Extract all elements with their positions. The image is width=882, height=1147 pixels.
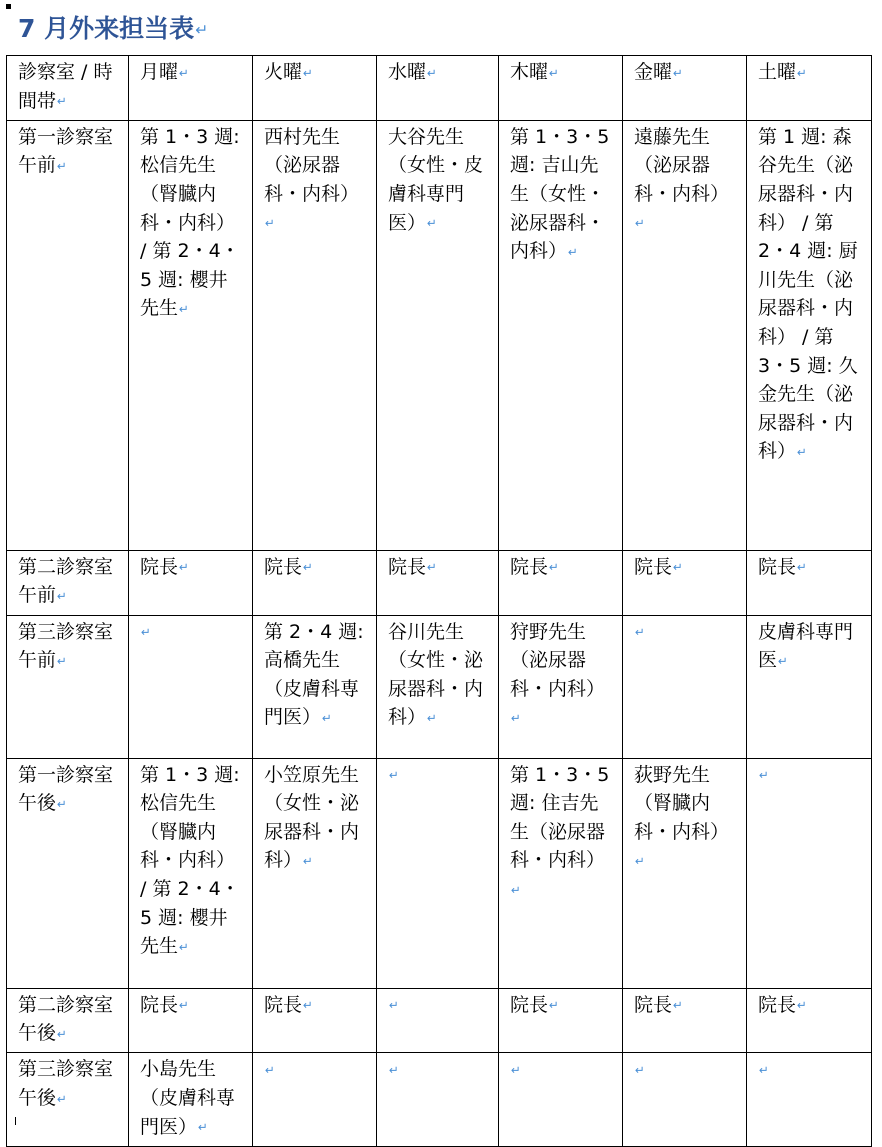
paragraph-mark-icon: ↵ [198,1120,208,1135]
paragraph-mark-icon: ↵ [635,853,645,868]
paragraph-mark-icon: ↵ [673,65,683,80]
paragraph-mark-icon: ↵ [195,21,209,40]
table-cell [747,758,872,988]
paragraph-mark-icon: ↵ [179,939,189,954]
table-cell: 小島先生（皮膚科専門医）↵ [129,1053,253,1146]
table-cell [377,988,499,1053]
header-cell: 金曜↵ [623,56,747,121]
paragraph-mark-icon: ↵ [389,1062,399,1077]
table-cell: 院長↵ [499,550,623,615]
paragraph-mark-icon: ↵ [179,65,189,80]
table-cell: 遠藤先生（泌尿器科・内科）↵ [623,120,747,550]
table-cell: 皮膚科専門医↵ [747,615,872,758]
table-cell: 院長↵ [253,988,377,1053]
outpatient-schedule-table [6,55,872,1147]
paragraph-mark-icon: ↵ [797,444,807,459]
table-cell [377,758,499,988]
paragraph-mark-icon: ↵ [389,998,399,1013]
table-header-row [7,56,872,121]
table-cell: 荻野先生（腎臓内科・内科）↵ [623,758,747,988]
table-cell: 院長↵ [499,988,623,1053]
table-cell: 院長↵ [747,550,872,615]
table-cell [747,1053,872,1146]
table-cell: 第一診察室 午前↵ [7,120,129,550]
paragraph-mark-icon: ↵ [389,768,399,783]
paragraph-mark-icon: ↵ [57,158,67,173]
paragraph-mark-icon: ↵ [635,625,645,640]
paragraph-mark-icon: ↵ [179,998,189,1013]
paragraph-mark-icon: ↵ [265,1062,275,1077]
paragraph-mark-icon: ↵ [141,625,151,640]
table-cell: 西村先生（泌尿器科・内科）↵ [253,120,377,550]
table-cell: 小笠原先生（女性・泌尿器科・内科）↵ [253,758,377,988]
paragraph-mark-icon: ↵ [57,653,67,668]
table-cell: 第三診察室 午後↵ [7,1053,129,1146]
paragraph-mark-icon: ↵ [303,560,313,575]
paragraph-mark-icon: ↵ [635,1062,645,1077]
paragraph-mark-icon: ↵ [427,710,437,725]
table-cell: 第一診察室 午後↵ [7,758,129,988]
table-cell [623,615,747,758]
table-cell: 院長↵ [253,550,377,615]
table-cell: 第二診察室 午前↵ [7,550,129,615]
text-cursor-mark [15,1117,16,1125]
header-cell: 水曜↵ [377,56,499,121]
paragraph-mark-icon: ↵ [265,216,275,231]
table-cell: 院長↵ [377,550,499,615]
paragraph-mark-icon: ↵ [511,1062,521,1077]
paragraph-mark-icon: ↵ [303,853,313,868]
paragraph-mark-icon: ↵ [797,998,807,1013]
paragraph-mark-icon: ↵ [759,768,769,783]
paragraph-mark-icon: ↵ [57,1091,67,1106]
paragraph-mark-icon: ↵ [568,244,578,259]
table-cell: 第 1 週: 森谷先生（泌尿器科・内科） / 第 2・4 週: 厨川先生（泌尿器科・内科） / 第 3・5 週: 久金先生（泌尿器科・内科）↵ [747,120,872,550]
table-cell: 第 1・3 週: 松信先生（腎臓内科・内科） / 第 2・4・5 週: 櫻井先生↵ [129,120,253,550]
table-cell [377,1053,499,1146]
header-cell: 火曜↵ [253,56,377,121]
table-cell: 院長↵ [129,550,253,615]
table-cell: 狩野先生（泌尿器科・内科）↵ [499,615,623,758]
paragraph-mark-icon: ↵ [179,301,189,316]
paragraph-mark-icon: ↵ [549,65,559,80]
table-cell: 院長↵ [623,550,747,615]
table-cell: 第三診察室 午前↵ [7,615,129,758]
paragraph-mark-icon: ↵ [549,998,559,1013]
paragraph-mark-icon: ↵ [778,653,788,668]
table-row [7,758,872,988]
table-cell: 谷川先生（女性・泌尿器科・内科）↵ [377,615,499,758]
paragraph-mark-icon: ↵ [673,560,683,575]
table-row [7,120,872,550]
paragraph-mark-icon: ↵ [57,94,67,109]
header-cell: 木曜↵ [499,56,623,121]
paragraph-mark-icon: ↵ [303,65,313,80]
paragraph-mark-icon: ↵ [427,65,437,80]
header-cell: 診察室 / 時間帯↵ [7,56,129,121]
table-cell: 院長↵ [129,988,253,1053]
table-cell: 院長↵ [747,988,872,1053]
paragraph-mark-icon: ↵ [549,560,559,575]
table-cell: 第二診察室 午後↵ [7,988,129,1053]
header-cell: 月曜↵ [129,56,253,121]
table-row [7,615,872,758]
paragraph-mark-icon: ↵ [179,560,189,575]
table-cell: 大谷先生（女性・皮膚科専門医）↵ [377,120,499,550]
page-title [18,12,208,47]
table-row [7,550,872,615]
table-cell: 第 2・4 週: 高橋先生（皮膚科専門医）↵ [253,615,377,758]
table-cell [253,1053,377,1146]
paragraph-mark-icon: ↵ [635,216,645,231]
table-row [7,988,872,1053]
header-cell: 土曜↵ [747,56,872,121]
paragraph-mark-icon: ↵ [303,998,313,1013]
paragraph-anchor-marker [6,4,11,9]
table-cell: 第 1・3 週: 松信先生（腎臓内科・内科） / 第 2・4・5 週: 櫻井先生↵ [129,758,253,988]
paragraph-mark-icon: ↵ [322,710,332,725]
paragraph-mark-icon: ↵ [759,1062,769,1077]
paragraph-mark-icon: ↵ [673,998,683,1013]
paragraph-mark-icon: ↵ [797,560,807,575]
paragraph-mark-icon: ↵ [511,882,521,897]
table-cell [499,1053,623,1146]
paragraph-mark-icon: ↵ [511,710,521,725]
table-cell [129,615,253,758]
table-cell: 院長↵ [623,988,747,1053]
paragraph-mark-icon: ↵ [57,588,67,603]
paragraph-mark-icon: ↵ [57,796,67,811]
paragraph-mark-icon: ↵ [427,216,437,231]
title-text: 7 月外来担当表 [18,14,195,43]
table-row [7,1053,872,1146]
paragraph-mark-icon: ↵ [427,560,437,575]
table-cell [623,1053,747,1146]
table-cell: 第 1・3・5 週: 吉山先生（女性・泌尿器科・内科）↵ [499,120,623,550]
table-cell: 第 1・3・5 週: 住吉先生（泌尿器科・内科）↵ [499,758,623,988]
paragraph-mark-icon: ↵ [797,65,807,80]
paragraph-mark-icon: ↵ [57,1026,67,1041]
